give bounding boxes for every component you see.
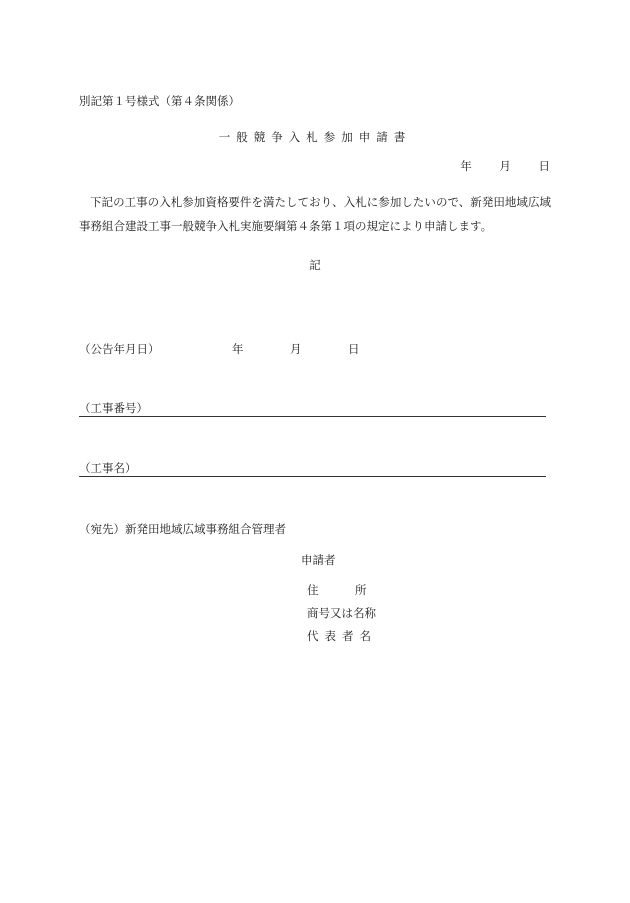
- notice-month-label: 月: [290, 342, 302, 356]
- company-name-label: 商号又は名称: [307, 606, 376, 620]
- date-month-label: 月: [499, 159, 511, 173]
- address-label-second: 所: [355, 583, 367, 597]
- date-day-label: 日: [538, 159, 550, 173]
- notice-date-label: （公告年月日）: [79, 342, 160, 356]
- ki-heading: 記: [309, 258, 321, 272]
- representative-name-label: 代表者名: [307, 629, 377, 643]
- addressee: （宛先）新発田地域広域事務組合管理者: [79, 522, 286, 536]
- form-number: 別記第１号様式（第４条関係）: [79, 94, 240, 108]
- document-title: 一般競争入札参加申請書: [218, 130, 412, 144]
- applicant-heading: 申請者: [301, 553, 336, 567]
- work-name-label: （工事名）: [79, 461, 137, 475]
- application-statement: 下記の工事の入札参加資格要件を満たしており、入札に参加したいので、新発田地域広域事務組合建設工事一般競争入札実施要綱第４条第１項の規定により申請します。: [79, 195, 551, 233]
- work-number-field[interactable]: [79, 400, 546, 417]
- notice-day-label: 日: [348, 342, 360, 356]
- notice-year-label: 年: [232, 342, 244, 356]
- work-number-label: （工事番号）: [79, 401, 148, 415]
- submission-date: [460, 161, 550, 173]
- address-label: [307, 585, 367, 597]
- address-label-first: 住: [307, 583, 319, 597]
- work-name-field[interactable]: [79, 460, 546, 477]
- date-year-label: 年: [460, 159, 472, 173]
